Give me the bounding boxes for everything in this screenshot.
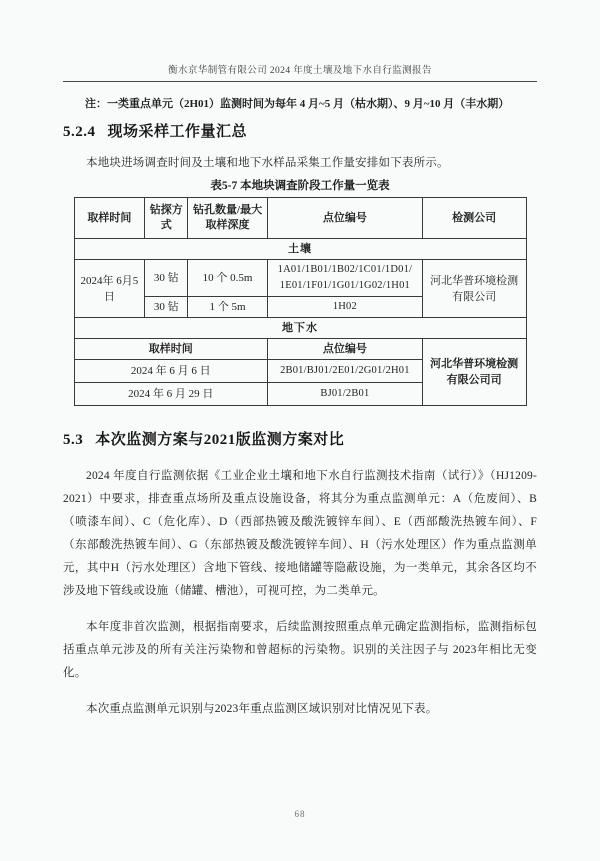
col-header-point-ids: 点位编号: [267, 198, 422, 239]
groundwater-subheader-row: [74, 339, 526, 360]
table-header-row: [74, 198, 526, 239]
col-header-borehole-depth: 钻孔数量/最大取样深度: [188, 198, 268, 239]
borehole-count-cell: 10 个 0.5m: [188, 260, 268, 297]
section-53-body: [63, 465, 537, 721]
intro-paragraph: 本地块进场调查时间及土壤和地下水样品采集工作量安排如下表所示。: [86, 157, 449, 169]
point-ids-cell: BJ01/2B01: [267, 383, 422, 406]
point-ids-cell: 1H02: [267, 297, 422, 318]
work-summary-table: [74, 197, 527, 406]
table-caption: 表5-7 本地块调查阶段工作量一览表: [210, 180, 390, 192]
point-ids-cell: 2B01/BJ01/2E01/2G01/2H01: [267, 360, 422, 383]
testing-company-cell: 河北华普环境检测有限公司: [422, 260, 526, 318]
sampling-date-cell: 2024 年 6 月 6 日: [74, 360, 267, 383]
section-heading-524: [63, 122, 537, 143]
report-header-title: 衡水京华制管有限公司 2024 年度土壤及地下水自行监测报告: [63, 62, 537, 82]
section-title: 本次监测方案与2021版监测方案对比: [95, 432, 345, 448]
paragraph: 本次重点监测单元识别与2023年重点监测区域识别对比情况见下表。: [86, 703, 438, 715]
col-header-drill-method: 钻探方式: [145, 198, 188, 239]
gw-col-header-point-ids: 点位编号: [267, 339, 422, 360]
testing-company-cell: 河北华普环境检测有限公司司: [422, 339, 526, 406]
gw-col-header-sampling-time: 取样时间: [74, 339, 267, 360]
soil-band-row: [74, 239, 526, 260]
drill-method-cell: 30 钻: [145, 260, 188, 297]
section-heading-53: [63, 430, 537, 451]
paragraph: 2024 年度自行监测依据《工业企业土壤和地下水自行监测技术指南（试行）》（HJ1209-2021）中要求，排查重点场所及重点设施设备，将其分为重点监测单元：A（危废间）、B（喷漆车间）、C（危化库）、D（西部热镀及酸洗镀锌车间）、E（西部酸洗热镀车间）、F（东部酸洗热镀车间）、G（东部热镀及酸洗镀锌车间）、H（污水处理区）作为重点监测单元，其中H（污水处理区）含地下管线、接地储罐等隐蔽设施，为一类单元，其余各区均不涉及地下管线或设施（储罐、槽池），可视可控，为二类单元。: [63, 470, 537, 597]
borehole-count-cell: 1 个 5m: [188, 297, 268, 318]
sampling-date-cell: 2024年 6月5日: [74, 260, 145, 318]
section-title: 现场采样工作量汇总: [107, 124, 248, 140]
section-number: 5.3: [63, 432, 84, 448]
note-line: 注：一类重点单元（2H01）监测时间为每年 4 月~5 月（枯水期）、9 月~10 月（丰水期）: [85, 98, 510, 110]
soil-band-label: 土壤: [74, 239, 526, 260]
sampling-date-cell: 2024 年 6 月 29 日: [74, 383, 267, 406]
paragraph: 本年度非首次监测，根据指南要求，后续监测按照重点单元确定监测指标，监测指标包括重点单元涉及的所有关注污染物和曾超标的污染物。识别的关注因子与 2023年相比无变化。: [63, 621, 537, 679]
point-ids-cell: 1A01/1B01/1B02/1C01/1D01/ 1E01/1F01/1G01/1G02/1H01: [267, 260, 422, 297]
section-number: 5.2.4: [63, 124, 96, 140]
col-header-sampling-time: 取样时间: [74, 198, 145, 239]
soil-data-row: [74, 260, 526, 297]
groundwater-band-label: 地下水: [74, 318, 526, 339]
groundwater-band-row: [74, 318, 526, 339]
drill-method-cell: 30 钻: [145, 297, 188, 318]
page-number: 68: [294, 809, 306, 819]
col-header-testing-company: 检测公司: [422, 198, 526, 239]
